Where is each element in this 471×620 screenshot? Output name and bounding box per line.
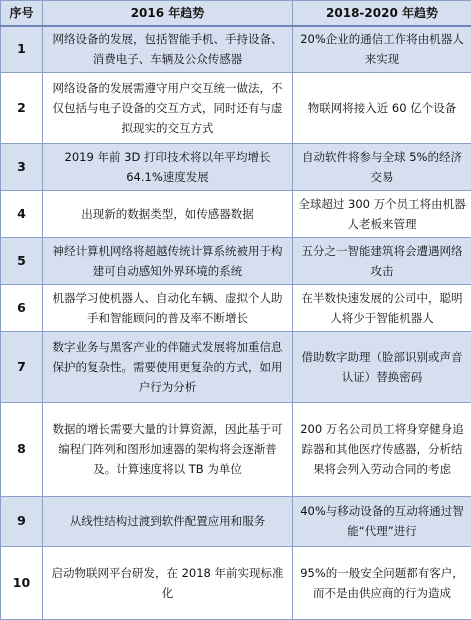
row-number: 9 [1,496,43,546]
trend-2018-2020-cell: 在半数快速发展的公司中，聪明人将少于智能机器人 [293,284,471,331]
row-number: 2 [1,73,43,144]
row-number: 8 [1,402,43,496]
table-row [1,73,471,144]
table-row [1,284,471,331]
table-row [1,402,471,496]
row-number: 6 [1,284,43,331]
trend-2018-2020-cell: 95%的一般安全问题都有客户，而不是由供应商的行为造成 [293,547,471,620]
table-row [1,332,471,403]
trend-2018-2020-cell: 200 万名公司员工将身穿健身追踪器和其他医疗传感器，分析结果将会列入劳动合同的考虑 [293,402,471,496]
row-number: 3 [1,143,43,190]
table-row [1,190,471,237]
header-2018-2020-trend: 2018-2020 年趋势 [293,1,471,26]
trend-2018-2020-cell: 自动软件将参与全球 5%的经济交易 [293,143,471,190]
trend-2016-cell: 数字业务与黑客产业的伴随式发展将加重信息保护的复杂性。需要使用更复杂的方式，如用户行为分析 [43,332,293,403]
row-number: 7 [1,332,43,403]
trend-2018-2020-cell: 全球超过 300 万个员工将由机器人老板来管理 [293,190,471,237]
header-number: 序号 [1,1,43,26]
trend-2018-2020-cell: 40%与移动设备的互动将通过智能“代理”进行 [293,496,471,546]
row-number: 4 [1,190,43,237]
table-row [1,143,471,190]
header-row [1,1,471,26]
header-2016-trend: 2016 年趋势 [43,1,293,26]
trend-2016-cell: 网络设备的发展，包括智能手机、手持设备、消费电子、车辆及公众传感器 [43,26,293,73]
trend-2016-cell: 数据的增长需要大量的计算资源，因此基于可编程门阵列和图形加速器的架构将会逐渐普及。计算速度将以 TB 为单位 [43,402,293,496]
trend-2018-2020-cell: 20%企业的通信工作将由机器人来实现 [293,26,471,73]
row-number: 10 [1,547,43,620]
trend-2018-2020-cell: 物联网将接入近 60 亿个设备 [293,73,471,144]
row-number: 5 [1,237,43,284]
trend-2016-cell: 网络设备的发展需遵守用户交互统一做法，不仅包括与电子设备的交互方式，同时还有与虚拟现实的交互方式 [43,73,293,144]
table-row [1,26,471,73]
trend-2016-cell: 出现新的数据类型，如传感器数据 [43,190,293,237]
trend-2016-cell: 从线性结构过渡到软件配置应用和服务 [43,496,293,546]
trend-2016-cell: 2019 年前 3D 打印技术将以年平均增长 64.1%速度发展 [43,143,293,190]
table-row [1,237,471,284]
trend-2018-2020-cell: 借助数字助理（脸部识别或声音认证）替换密码 [293,332,471,403]
table-row [1,547,471,620]
trend-2016-cell: 机器学习使机器人、自动化车辆、虚拟个人助手和智能顾问的普及率不断增长 [43,284,293,331]
row-number: 1 [1,26,43,73]
table-row [1,496,471,546]
trend-2016-cell: 神经计算机网络将超越传统计算系统被用于构建可自动感知外界环境的系统 [43,237,293,284]
trend-2016-cell: 启动物联网平台研发，在 2018 年前实现标准化 [43,547,293,620]
trend-2018-2020-cell: 五分之一智能建筑将会遭遇网络攻击 [293,237,471,284]
